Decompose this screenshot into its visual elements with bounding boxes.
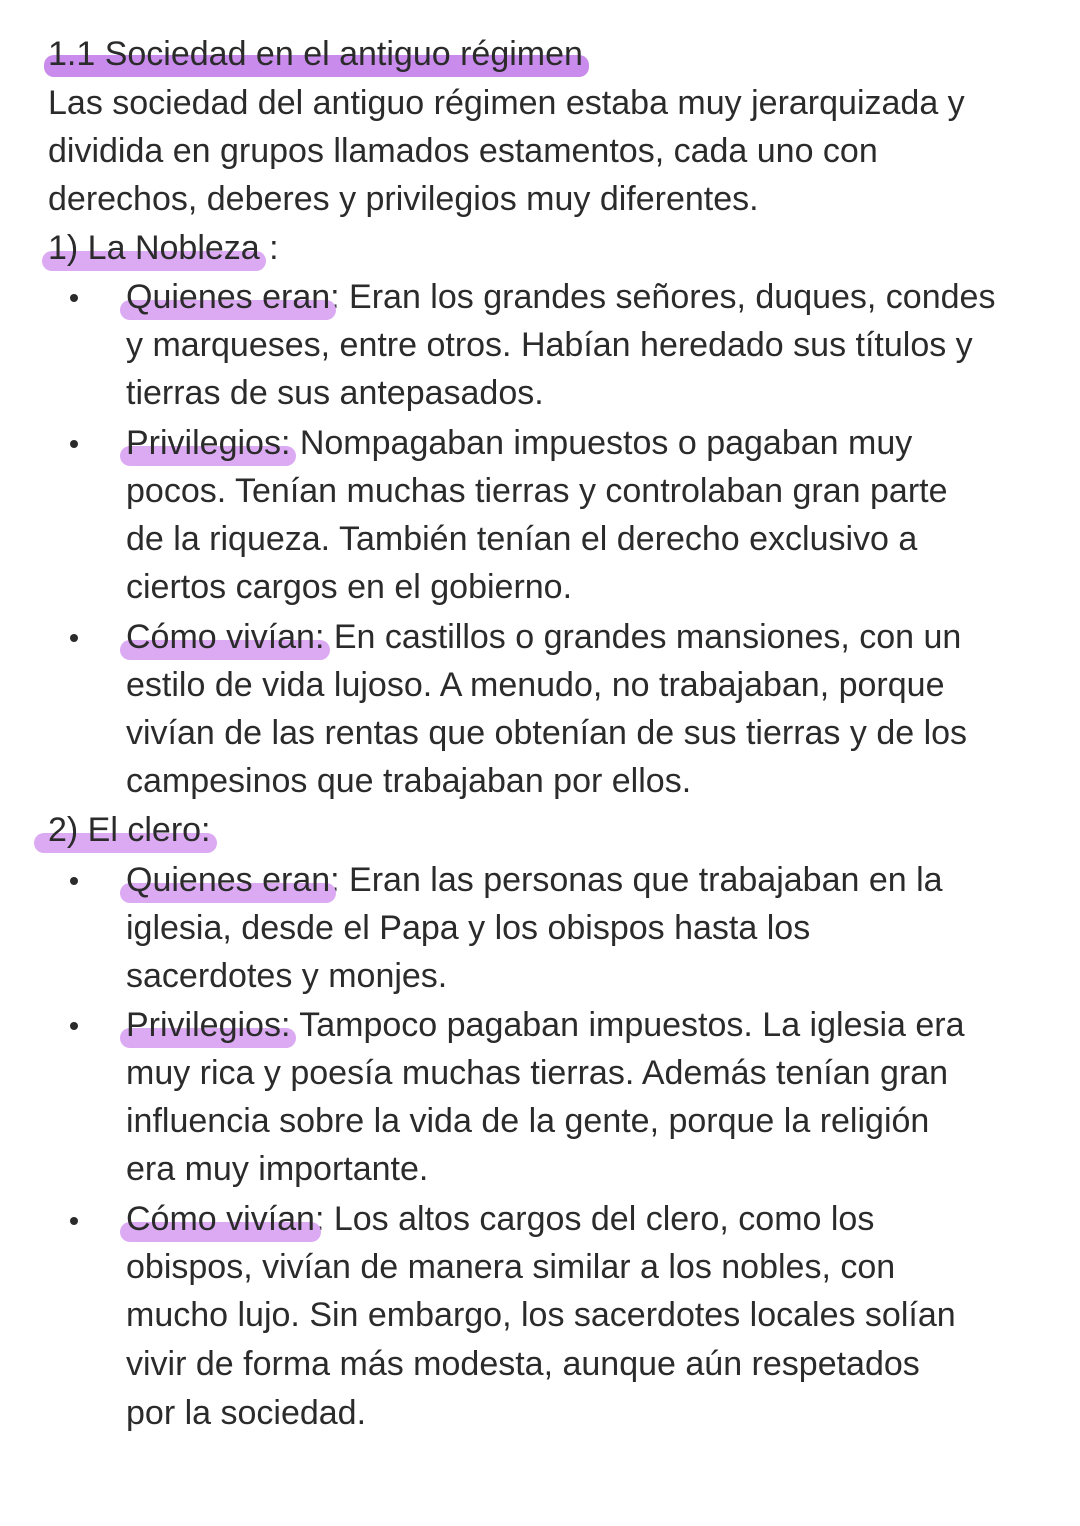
item-continuation: mucho lujo. Sin embargo, los sacerdotes locales solían xyxy=(126,1296,956,1334)
item-continuation: iglesia, desde el Papa y los obispos hasta los xyxy=(126,909,811,947)
item-text: : Eran los grandes señores, duques, condes xyxy=(330,278,996,316)
list-item xyxy=(126,419,912,467)
item-continuation: sacerdotes y monjes. xyxy=(126,957,448,995)
item-label: Cómo vivían xyxy=(126,1200,315,1238)
intro-line: derechos, deberes y privilegios muy diferentes. xyxy=(48,180,759,218)
section-heading-suffix: : xyxy=(259,229,279,267)
item-continuation: influencia sobre la vida de la gente, porque la religión xyxy=(126,1102,930,1140)
item-continuation: obispos, vivían de manera similar a los nobles, con xyxy=(126,1248,896,1286)
list-item xyxy=(126,273,995,321)
intro-line: Las sociedad del antiguo régimen estaba muy jerarquizada y xyxy=(48,84,965,122)
item-continuation: campesinos que trabajaban por ellos. xyxy=(126,762,692,800)
item-label: Cómo vivían: xyxy=(126,618,325,656)
item-continuation: pocos. Tenían muchas tierras y controlaban gran parte xyxy=(126,472,948,510)
bullet-icon xyxy=(70,877,78,885)
item-continuation: ciertos cargos en el gobierno. xyxy=(126,568,573,606)
item-text: : Eran las personas que trabajaban en la xyxy=(330,861,943,899)
item-continuation: muy rica y poesía muchas tierras. Además tenían gran xyxy=(126,1054,949,1092)
bullet-icon xyxy=(70,1022,78,1030)
page-title xyxy=(48,30,583,78)
bullet-icon xyxy=(70,440,78,448)
list-item xyxy=(126,613,961,661)
item-label: Privilegios: xyxy=(126,1006,291,1044)
page-title-text: 1.1 Sociedad en el antiguo régimen xyxy=(48,35,583,73)
section-heading-text: 1) La Nobleza xyxy=(48,229,260,267)
intro-line: dividida en grupos llamados estamentos, cada uno con xyxy=(48,132,878,170)
item-continuation: y marqueses, entre otros. Habían heredado sus títulos y xyxy=(126,326,973,364)
item-continuation: de la riqueza. También tenían el derecho exclusivo a xyxy=(126,520,918,558)
item-continuation: estilo de vida lujoso. A menudo, no trabajaban, porque xyxy=(126,666,945,704)
section-heading-nobleza xyxy=(48,224,279,272)
item-text: En castillos o grandes mansiones, con un xyxy=(324,618,962,656)
item-continuation: vivían de las rentas que obtenían de sus tierras y de los xyxy=(126,714,968,752)
list-item xyxy=(126,856,943,904)
item-label: Quienes eran xyxy=(126,861,331,899)
list-item xyxy=(126,1001,965,1049)
item-text: Tampoco pagaban impuestos. La iglesia era xyxy=(290,1006,965,1044)
section-heading-clero xyxy=(48,806,211,854)
item-continuation: vivir de forma más modesta, aunque aún respetados xyxy=(126,1345,920,1383)
item-continuation: era muy importante. xyxy=(126,1150,429,1188)
item-text: : Los altos cargos del clero, como los xyxy=(314,1200,875,1238)
item-label: Quienes eran xyxy=(126,278,331,316)
bullet-icon xyxy=(70,1217,78,1225)
bullet-icon xyxy=(70,634,78,642)
list-item xyxy=(126,1195,874,1243)
bullet-icon xyxy=(70,294,78,302)
item-continuation: por la sociedad. xyxy=(126,1394,367,1432)
section-heading-text: 2) El clero: xyxy=(48,811,211,849)
item-label: Privilegios: xyxy=(126,424,291,462)
item-continuation: tierras de sus antepasados. xyxy=(126,374,544,412)
item-text: Nompagaban impuestos o pagaban muy xyxy=(290,424,913,462)
